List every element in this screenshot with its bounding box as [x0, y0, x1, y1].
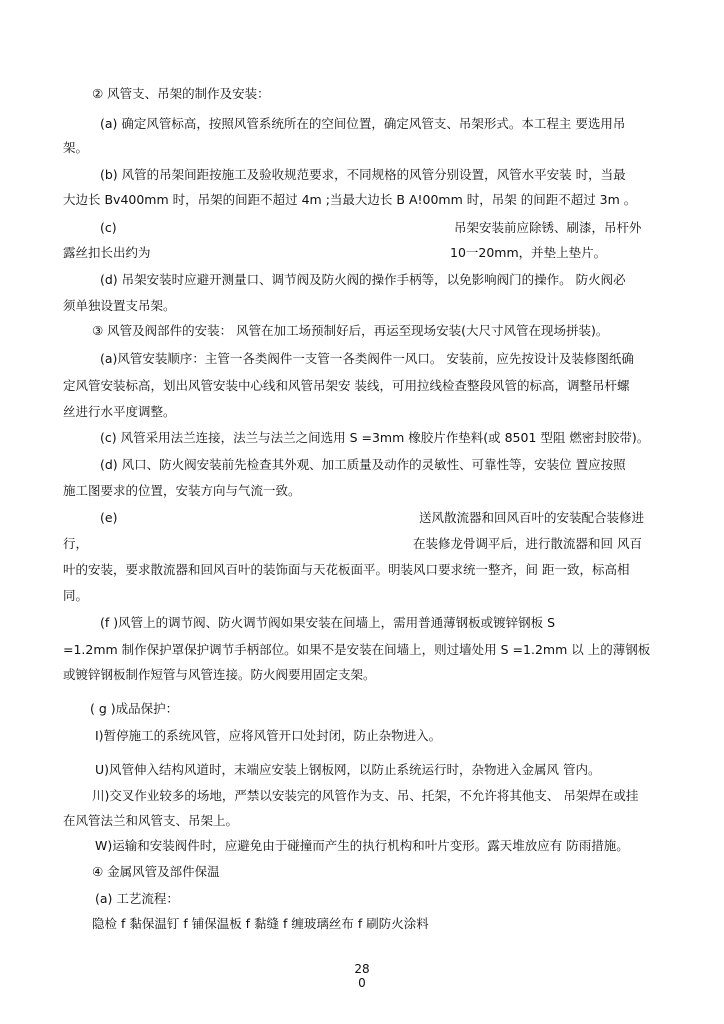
paragraph-line: (e) [100, 510, 118, 525]
paragraph-line: 或镀锌钢板制作短管与风管连接。防火阀要用固定支架。 [63, 667, 376, 682]
paragraph-line: 同。 [63, 588, 89, 603]
process-flow-line: 隐检 f 黏保温钉 f 铺保温板 f 黏缝 f 缠玻璃丝布 f 刷防火涂料 [92, 916, 429, 931]
section-heading-installation: ③ 风管及阀部件的安装： 风管在加工场预制好后，再运至现场安装(大尺寸风管在现场拼装)。 [92, 323, 609, 338]
paragraph-line: 施工图要求的位置，安装方向与气流一致。 [63, 483, 301, 498]
page-number-line: 28 [354, 962, 370, 976]
paragraph-line: (c) 风管采用法兰连接，法兰与法兰之间选用 S =3mm 橡胶片作垫料(或 8501 型阻 燃密封胶带)。 [100, 430, 650, 445]
paragraph-line: 大边长 Bv400mm 时，吊架的间距不超过 4m ;当最大边长 B A!00mm 时，吊架 的间距不超过 3m 。 [63, 192, 637, 207]
paragraph-line: I)暂停施工的系统风管，应将风管开口处封闭，防止杂物进入。 [95, 728, 442, 743]
paragraph-line: 露丝扣长出约为 [63, 245, 151, 260]
section-heading-supports: ② 风管支、吊架的制作及安装： [92, 86, 270, 101]
section-heading-protection: ( g )成品保护： [90, 701, 179, 716]
paragraph-line: (f )风管上的调节阀、防火调节阀如果安装在间墙上，需用普通薄钢板或镀锌钢板 S [100, 615, 556, 630]
page-number [0, 962, 724, 990]
paragraph-line: 川)交叉作业较多的场地，严禁以安装完的风管作为支、吊、托架，不允许将其他支、 吊架焊在或挂 [92, 788, 639, 803]
paragraph-line: 叶的安装，要求散流器和回风百叶的装饰面与天花板面平。明装风口要求统一整齐，间 距一致，标高相 [63, 562, 630, 577]
paragraph-line: 须单独设置支吊架。 [63, 298, 176, 313]
paragraph-line: 在装修龙骨调平后，进行散流器和回 风百 [413, 536, 642, 551]
paragraph-line: 10一20mm，并垫上垫片。 [450, 245, 607, 260]
paragraph-line: 定风管安装标高，划出风管安装中心线和风管吊架安 装线，可用拉线检查整段风管的标高，调整吊杆螺 [63, 378, 630, 393]
paragraph-line: 送风散流器和回风百叶的安装配合装修进 [419, 510, 645, 525]
paragraph-line: 吊架安装前应除锈、刷漆，吊杆外 [454, 220, 642, 235]
paragraph-line: 丝进行水平度调整。 [63, 404, 176, 419]
paragraph-line: 在风管法兰和风管支、吊架上。 [63, 813, 239, 828]
paragraph-line: W)运输和安装阀件时，应避免由于碰撞而产生的执行机构和叶片变形。露天堆放应有 防雨措施。 [95, 838, 629, 853]
page-number-line: 0 [358, 976, 366, 990]
paragraph-line: (a) 确定风管标高，按照风管系统所在的空间位置，确定风管支、吊架形式。本工程主 要选用吊 [100, 116, 626, 131]
paragraph-line: U)风管伸入结构风道时，末端应安装上钢板网，以防止系统运行时，杂物进入金属风 管内。 [95, 762, 601, 777]
paragraph-line: (a)风管安装顺序：主管一各类阀件一支管一各类阀件一风口。 安装前，应先按设计及装修图纸确 [100, 351, 634, 366]
paragraph-line: (d) 风口、防火阀安装前先检查其外观、加工质量及动作的灵敏性、可靠性等，安装位 置应按照 [100, 457, 626, 472]
paragraph-line: (a) 工艺流程： [95, 891, 179, 906]
paragraph-line: 行， [63, 536, 89, 551]
paragraph-line: (b) 风管的吊架间距按施工及验收规范要求，不同规格的风管分别设置，风管水平安装 时，当最 [100, 167, 626, 182]
paragraph-line: (c) [100, 220, 117, 235]
paragraph-line: (d) 吊架安装时应避开测量口、调节阀及防火阀的操作手柄等，以免影响阀门的操作。 防火阀必 [100, 272, 626, 287]
paragraph-line: =1.2mm 制作保护罩保护调节手柄部位。如果不是安装在间墙上，则过墙处用 S =1.2mm 以 上的薄钢板 [63, 642, 651, 657]
section-heading-insulation: ④ 金属风管及部件保温 [92, 864, 220, 879]
paragraph-line: 架。 [63, 140, 89, 155]
